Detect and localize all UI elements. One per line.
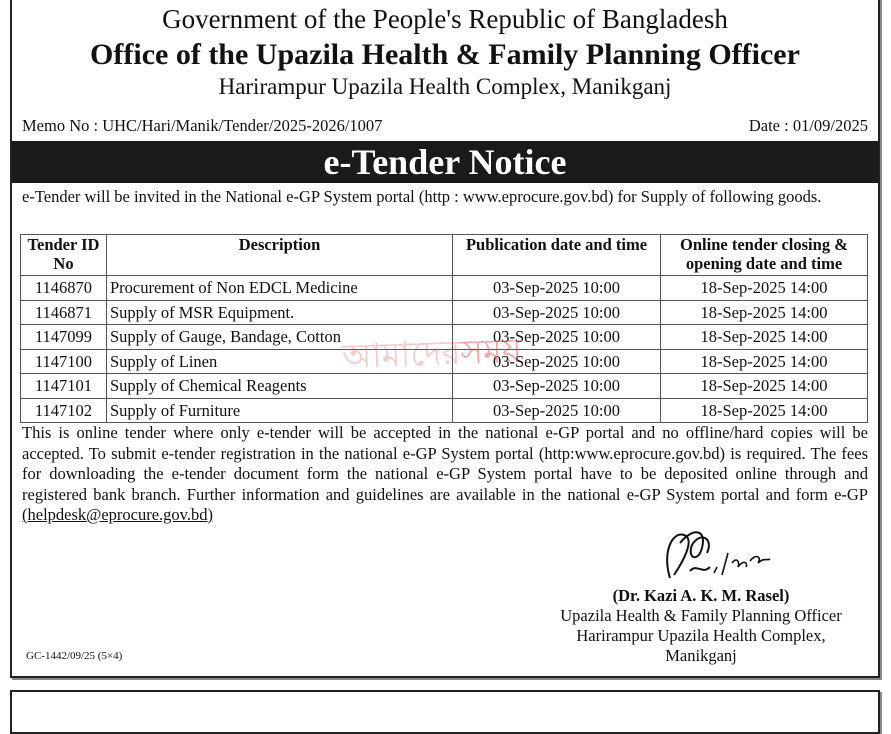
description: Supply of Chemical Reagents: [107, 374, 453, 399]
publication-date: 03-Sep-2025 10:00: [453, 349, 661, 374]
signatory-name: (Dr. Kazi A. K. M. Rasel): [612, 586, 790, 605]
tender-id: 1147100: [21, 349, 107, 374]
signatory-office: Harirampur Upazila Health Complex,: [576, 626, 826, 645]
publication-date: 03-Sep-2025 10:00: [453, 300, 661, 325]
memo-number: Memo No : UHC/Hari/Manik/Tender/2025-2026/1007: [22, 116, 383, 135]
description: Procurement of Non EDCL Medicine: [107, 276, 453, 301]
table-header-row: [21, 235, 868, 276]
publication-date: 03-Sep-2025 10:00: [453, 374, 661, 399]
publication-date: 03-Sep-2025 10:00: [453, 276, 661, 301]
watermark-logo: আমাদেরসময়: [341, 330, 523, 378]
publication-date: 03-Sep-2025 10:00: [453, 325, 661, 350]
closing-date: 18-Sep-2025 14:00: [661, 398, 868, 423]
government-heading: Government of the People's Republic of Bangladesh: [162, 4, 728, 34]
body-paragraph: [22, 423, 868, 526]
description: Supply of Gauge, Bandage, Cotton: [107, 325, 453, 350]
memo-line: [22, 116, 868, 136]
header-closing: Online tender closing & opening date and time: [661, 235, 868, 276]
description: Supply of MSR Equipment.: [107, 300, 453, 325]
tender-id: 1147102: [21, 398, 107, 423]
signatory-district: Manikganj: [665, 646, 737, 665]
office-heading: Office of the Upazila Health & Family Planning Officer: [90, 38, 800, 71]
signature-block: [536, 586, 866, 666]
memo-date: Date : 01/09/2025: [748, 116, 868, 135]
tender-id: 1146870: [21, 276, 107, 301]
description: Supply of Linen: [107, 349, 453, 374]
notice-title: e-Tender Notice: [12, 141, 878, 183]
notice-box: [10, 0, 880, 678]
table-row: [21, 300, 868, 325]
header-id: Tender ID No: [21, 235, 107, 276]
closing-date: 18-Sep-2025 14:00: [661, 374, 868, 399]
table-row: [21, 276, 868, 301]
intro-paragraph: e-Tender will be invited in the National e-GP System portal (http : www.eprocure.gov.bd) for Supply of following goods.: [22, 187, 822, 206]
tender-id: 1147099: [21, 325, 107, 350]
closing-date: 18-Sep-2025 14:00: [661, 349, 868, 374]
helpdesk-link[interactable]: (helpdesk@eprocure.gov.bd): [22, 505, 213, 524]
tender-id: 1147101: [21, 374, 107, 399]
description: Supply of Furniture: [107, 398, 453, 423]
closing-date: 18-Sep-2025 14:00: [661, 325, 868, 350]
signatory-designation: Upazila Health & Family Planning Officer: [560, 606, 842, 625]
gc-number: GC-1442/09/25 (5×4): [26, 650, 123, 662]
closing-date: 18-Sep-2025 14:00: [661, 276, 868, 301]
tender-id: 1146871: [21, 300, 107, 325]
signature-image: [652, 523, 792, 588]
body-text: This is online tender where only e-tender will be accepted in the national e-GP portal and no offline/hard copies will be accepted. To submit e-tender registration in the national e-GP System portal (http:www.eprocure.gov.bd) is required. The fees for downloading the e-tender document form the national e-GP System portal have to be deposited online through and registered bank branch. Further information and guidelines are available in the national e-GP System portal and form e-GP: [22, 423, 868, 504]
table-row: [21, 398, 868, 423]
next-notice-box: [10, 690, 880, 734]
header-publication: Publication date and time: [453, 235, 661, 276]
header-description: Description: [107, 235, 453, 276]
publication-date: 03-Sep-2025 10:00: [453, 398, 661, 423]
closing-date: 18-Sep-2025 14:00: [661, 300, 868, 325]
complex-heading: Harirampur Upazila Health Complex, Manikganj: [218, 74, 672, 99]
